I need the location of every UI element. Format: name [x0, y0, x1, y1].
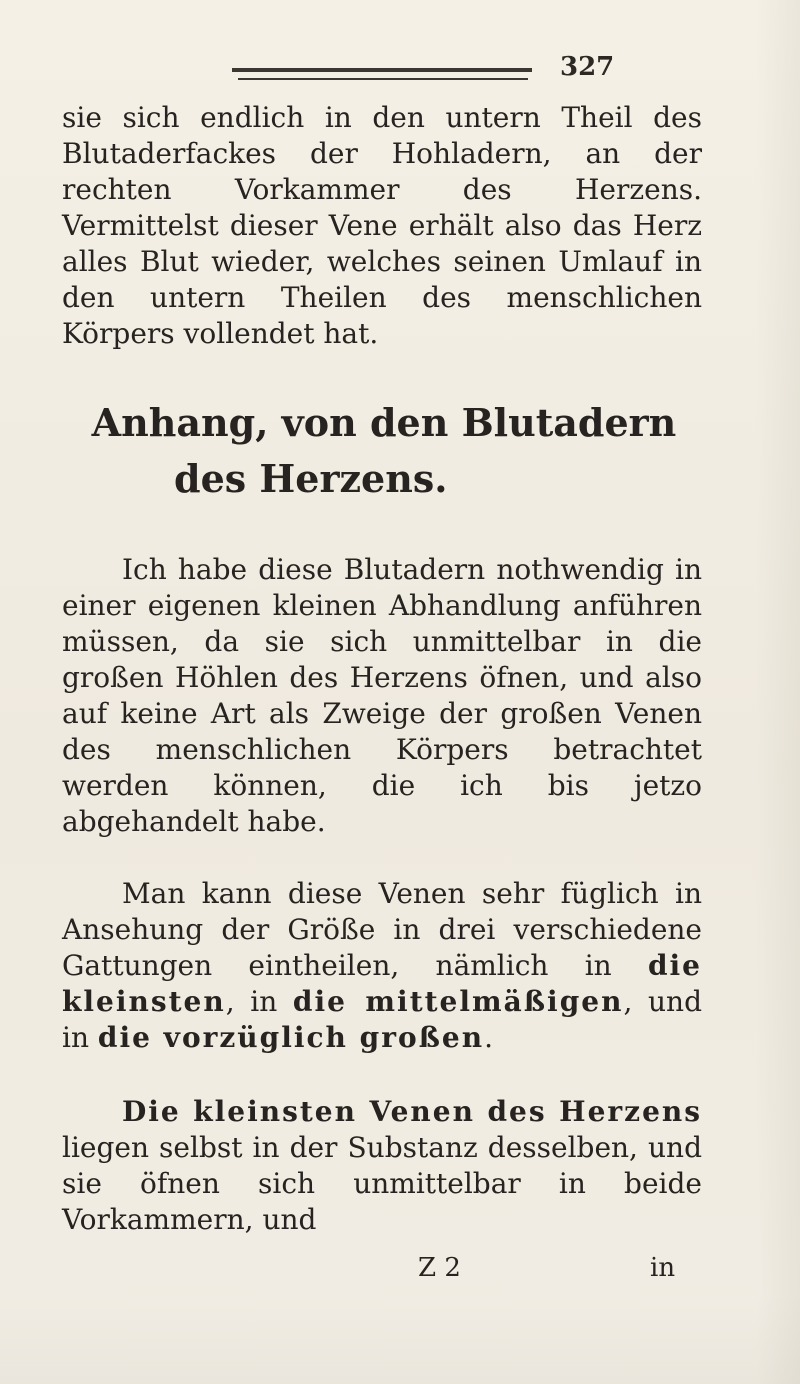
- printer-signature: Z 2: [418, 1253, 461, 1283]
- page-bottom-shadow: [0, 1294, 800, 1384]
- section-heading: [64, 395, 704, 507]
- continued-text: sie sich endlich in den untern Theil des Blutaderfackes der Hohladern, an der rechten Vorkammer des Herzens. Vermittelst dieser Vene erhält also das Herz alles Blut wieder, welches seinen Umlauf in den untern Theilen des menschlichen Körpers vollendet hat.: [62, 101, 702, 350]
- paragraph-smallest-veins: [62, 1094, 702, 1238]
- paragraph-classification: [62, 876, 702, 1056]
- smallest-veins-text: liegen selbst in der Substanz desselben, und sie öfnen sich unmittelbar in beide Vorkammern, und: [62, 1131, 702, 1236]
- catchword: in: [650, 1253, 676, 1283]
- classification-text-start: Man kann diese Venen sehr füglich in Ansehung der Größe in drei verschiedene Gattungen eintheilen, nämlich in: [62, 877, 702, 982]
- page-number: 327: [560, 52, 615, 82]
- classification-separator-2: , und in: [62, 985, 702, 1054]
- large-veins-term: die vorzüglich großen: [97, 1021, 485, 1054]
- classification-end: .: [484, 1021, 493, 1054]
- header-rule: [232, 68, 532, 72]
- heading-line-2: des Herzens.: [174, 456, 448, 501]
- smallest-veins-term: die kleinsten: [62, 949, 702, 1018]
- continued-paragraph: [62, 100, 702, 352]
- classification-separator-1: , in: [225, 985, 293, 1018]
- page-edge-shadow: [756, 0, 800, 1384]
- header-rule-thin: [238, 78, 528, 80]
- smallest-veins-heading: Die kleinsten Venen des Herzens: [122, 1095, 702, 1128]
- paragraph-blood-vessels: Ich habe diese Blutadern nothwendig in einer eigenen kleinen Abhandlung anführen müssen, da sie sich unmittelbar in die großen Höhlen des Herzens öfnen, und also auf keine Art als Zweige der großen Venen des menschlichen Körpers betrachtet werden können, die ich bis jetzo abgehandelt habe.: [62, 553, 702, 838]
- medium-veins-term: die mittelmäßigen: [292, 985, 624, 1018]
- heading-line-1: Anhang, von den Blutadern: [91, 400, 677, 445]
